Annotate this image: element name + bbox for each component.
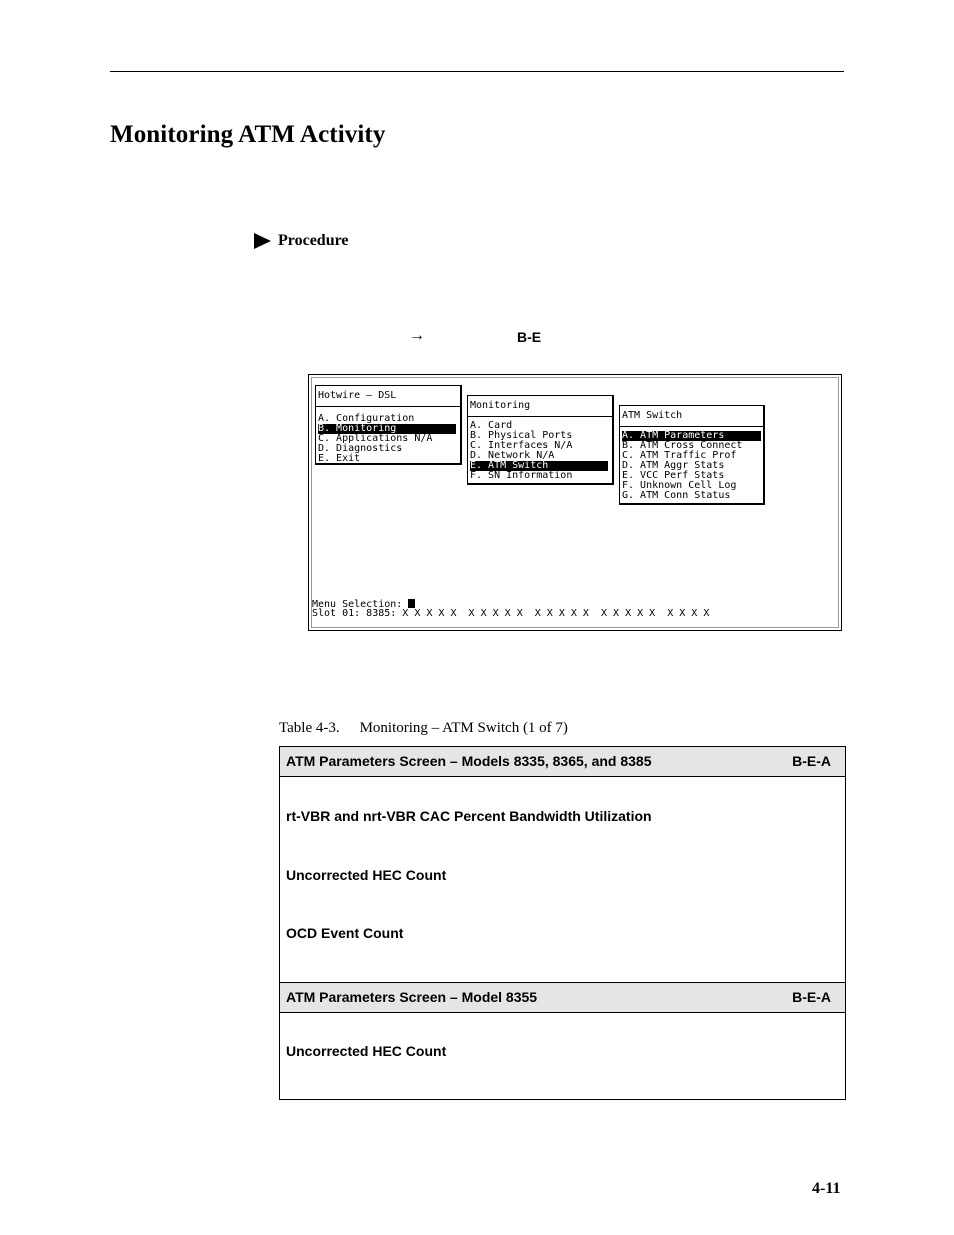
prompt-label: Menu Selection: (312, 599, 409, 610)
menu-code: B-E (517, 329, 542, 345)
field-label: Uncorrected HEC Count (286, 1043, 447, 1059)
menu-items (318, 414, 456, 464)
menu-divider (620, 426, 763, 427)
menu-items (470, 421, 608, 481)
section-title: ATM Parameters Screen – Models 8335, 8365, and 8385 (286, 753, 652, 769)
menu-path-arrow: → (409, 327, 425, 344)
table-title: Monitoring – ATM Switch (1 of 7) (359, 720, 568, 736)
menu-item[interactable]: A. ATM Parameters (622, 431, 761, 441)
menu-item[interactable]: A. Card (470, 420, 513, 431)
menu-item[interactable]: E. VCC Perf Stats (622, 470, 725, 481)
menu-atm-switch (619, 405, 765, 505)
procedure-heading (254, 232, 349, 250)
table-section-header (280, 982, 845, 1013)
table-number: Table 4-3. (279, 720, 340, 736)
menu-item[interactable]: B. Physical Ports (470, 430, 573, 441)
terminal-screen (311, 377, 839, 628)
menu-item[interactable]: G. ATM Conn Status (622, 490, 731, 501)
menu-title: ATM Switch (622, 410, 683, 421)
menu-item[interactable]: F. SN Information (470, 470, 573, 481)
terminal-screenshot (308, 374, 842, 631)
table-caption (279, 720, 568, 737)
menu-item[interactable]: B. Monitoring (318, 424, 456, 434)
field-label: Uncorrected HEC Count (286, 867, 447, 883)
table-section-header (280, 747, 845, 777)
menu-divider (468, 416, 612, 417)
menu-item[interactable]: C. ATM Traffic Prof (622, 450, 737, 461)
atm-switch-table (279, 746, 846, 1100)
section-code: B-E-A (792, 753, 831, 769)
section-title: ATM Parameters Screen – Model 8355 (286, 989, 538, 1005)
page-title: Monitoring ATM Activity (110, 121, 386, 148)
menu-hotwire-dsl (315, 385, 462, 465)
menu-item[interactable]: D. ATM Aggr Stats (622, 460, 725, 471)
menu-item[interactable]: C. Interfaces N/A (470, 440, 573, 451)
menu-monitoring (467, 395, 614, 485)
menu-title: Monitoring (470, 400, 531, 411)
menu-item[interactable]: D. Diagnostics (318, 443, 403, 454)
menu-item[interactable]: E. Exit (318, 453, 361, 464)
menu-items (622, 431, 761, 501)
page-number: 4-11 (812, 1180, 841, 1197)
field-label: OCD Event Count (286, 925, 404, 941)
slot-status-line: Slot 01: 8385: X X X X X X X X X X X X X X X X X X X X X X X X (312, 608, 710, 619)
menu-item[interactable]: A. Configuration (318, 413, 415, 424)
section-code: B-E-A (792, 989, 831, 1005)
text-cursor (408, 599, 415, 608)
menu-item[interactable]: E. ATM Switch (470, 461, 608, 471)
menu-divider (316, 406, 460, 407)
menu-item[interactable]: C. Applications N/A (318, 433, 433, 444)
menu-item[interactable]: D. Network N/A (470, 450, 555, 461)
field-label: rt-VBR and nrt-VBR CAC Percent Bandwidth Utilization (286, 808, 652, 824)
top-rule (110, 71, 844, 72)
menu-item[interactable]: F. Unknown Cell Log (622, 480, 737, 491)
procedure-label: Procedure (278, 232, 349, 249)
triangle-bullet-icon (254, 233, 271, 249)
menu-item[interactable]: B. ATM Cross Connect (622, 440, 743, 451)
menu-title: Hotwire – DSL (318, 390, 397, 401)
